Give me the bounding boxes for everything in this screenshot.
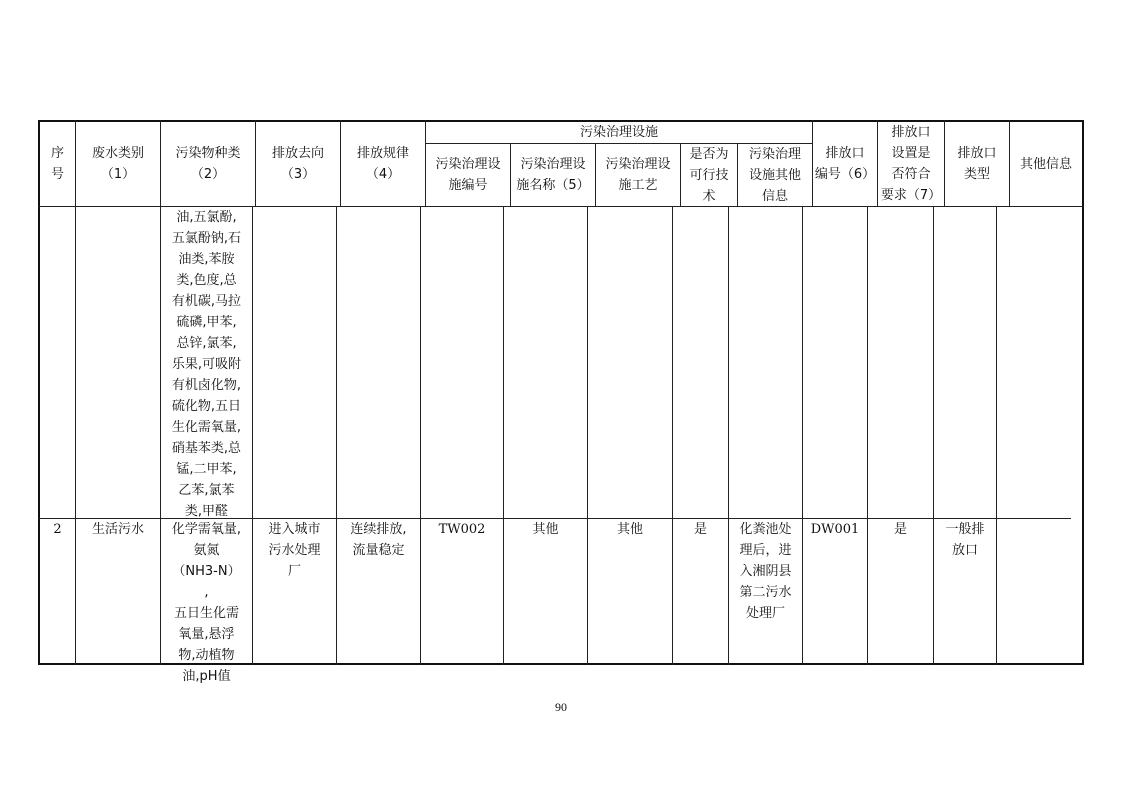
- body-divider: [336, 206, 337, 665]
- header-wastewater-type: 废水类别 （1）: [91, 146, 144, 182]
- body-divider: [420, 206, 421, 665]
- row2-facility-other-info: 化粪池处 理后，进 入湘阴县 第二污水 处理厂: [739, 522, 792, 621]
- body-divider: [75, 206, 76, 665]
- header-outlet-compliance: 排放口 设置是 否符合 要求（7）: [880, 125, 942, 203]
- body-divider: [867, 206, 868, 665]
- body-divider: [503, 206, 504, 665]
- header-pollutant-type: 污染物种类 （2）: [175, 146, 241, 182]
- row2-outlet-compliance: 是: [893, 522, 907, 537]
- body-divider: [996, 206, 997, 665]
- body-divider: [672, 206, 673, 665]
- row2-outlet-id: DW001: [810, 522, 860, 537]
- body-divider: [252, 206, 253, 665]
- row2-pollutant-list: 化学需氧量, 氨氮 （NH3-N） , 五日生化需 氧量,悬浮 物,动植物 油,pH值: [171, 522, 242, 684]
- header-discharge-direction: 排放去向 （3）: [271, 146, 324, 182]
- body-divider: [587, 206, 588, 665]
- header-facility-name: 污染治理设 施名称（5）: [516, 157, 590, 193]
- header-treatment-facility-group: 污染治理设施: [579, 125, 658, 140]
- row2-outlet-type: 一般排 放口: [945, 522, 985, 558]
- row2-facility-id: TW002: [438, 522, 486, 537]
- row1-pollutant-list: 油,五氯酚, 五氯酚钠,石 油类,苯胺 类,色度,总 有机碳,马拉 硫磷,甲苯, 总锌,氯苯, 乐果,可吸附 有机卤化物, 硫化物,五日 生化需氧量, 硝基苯类,总 锰,二甲苯, 乙苯,氯苯 类,甲醛: [171, 210, 242, 519]
- header-feasible-tech: 是否为 可行技 术: [689, 146, 729, 204]
- row2-wastewater-type: 生活污水: [91, 522, 144, 537]
- header-facility-id: 污染治理设 施编号: [435, 157, 501, 193]
- header-facility-other-info: 污染治理 设施其他 信息: [748, 146, 801, 204]
- header-discharge-rule: 排放规律 （4）: [356, 146, 409, 182]
- row2-feasible-tech: 是: [693, 522, 707, 537]
- header-outlet-type: 排放口 类型: [957, 146, 997, 182]
- row2-facility-process: 其他: [616, 522, 643, 537]
- body-divider: [933, 206, 934, 665]
- header-outlet-id: 排放口 编号（6）: [814, 146, 876, 182]
- row2-discharge-rule: 连续排放, 流量稳定: [350, 522, 407, 558]
- row2-discharge-direction: 进入城市 污水处理 厂: [268, 522, 321, 579]
- body-divider: [802, 206, 803, 665]
- header-other-info: 其他信息: [1019, 156, 1072, 172]
- row2-facility-name: 其他: [532, 522, 559, 537]
- header-seq: 序 号: [50, 146, 64, 182]
- header-facility-process: 污染治理设 施工艺: [605, 157, 671, 193]
- page-number: 90: [555, 700, 567, 714]
- row2-seq: 2: [53, 522, 62, 537]
